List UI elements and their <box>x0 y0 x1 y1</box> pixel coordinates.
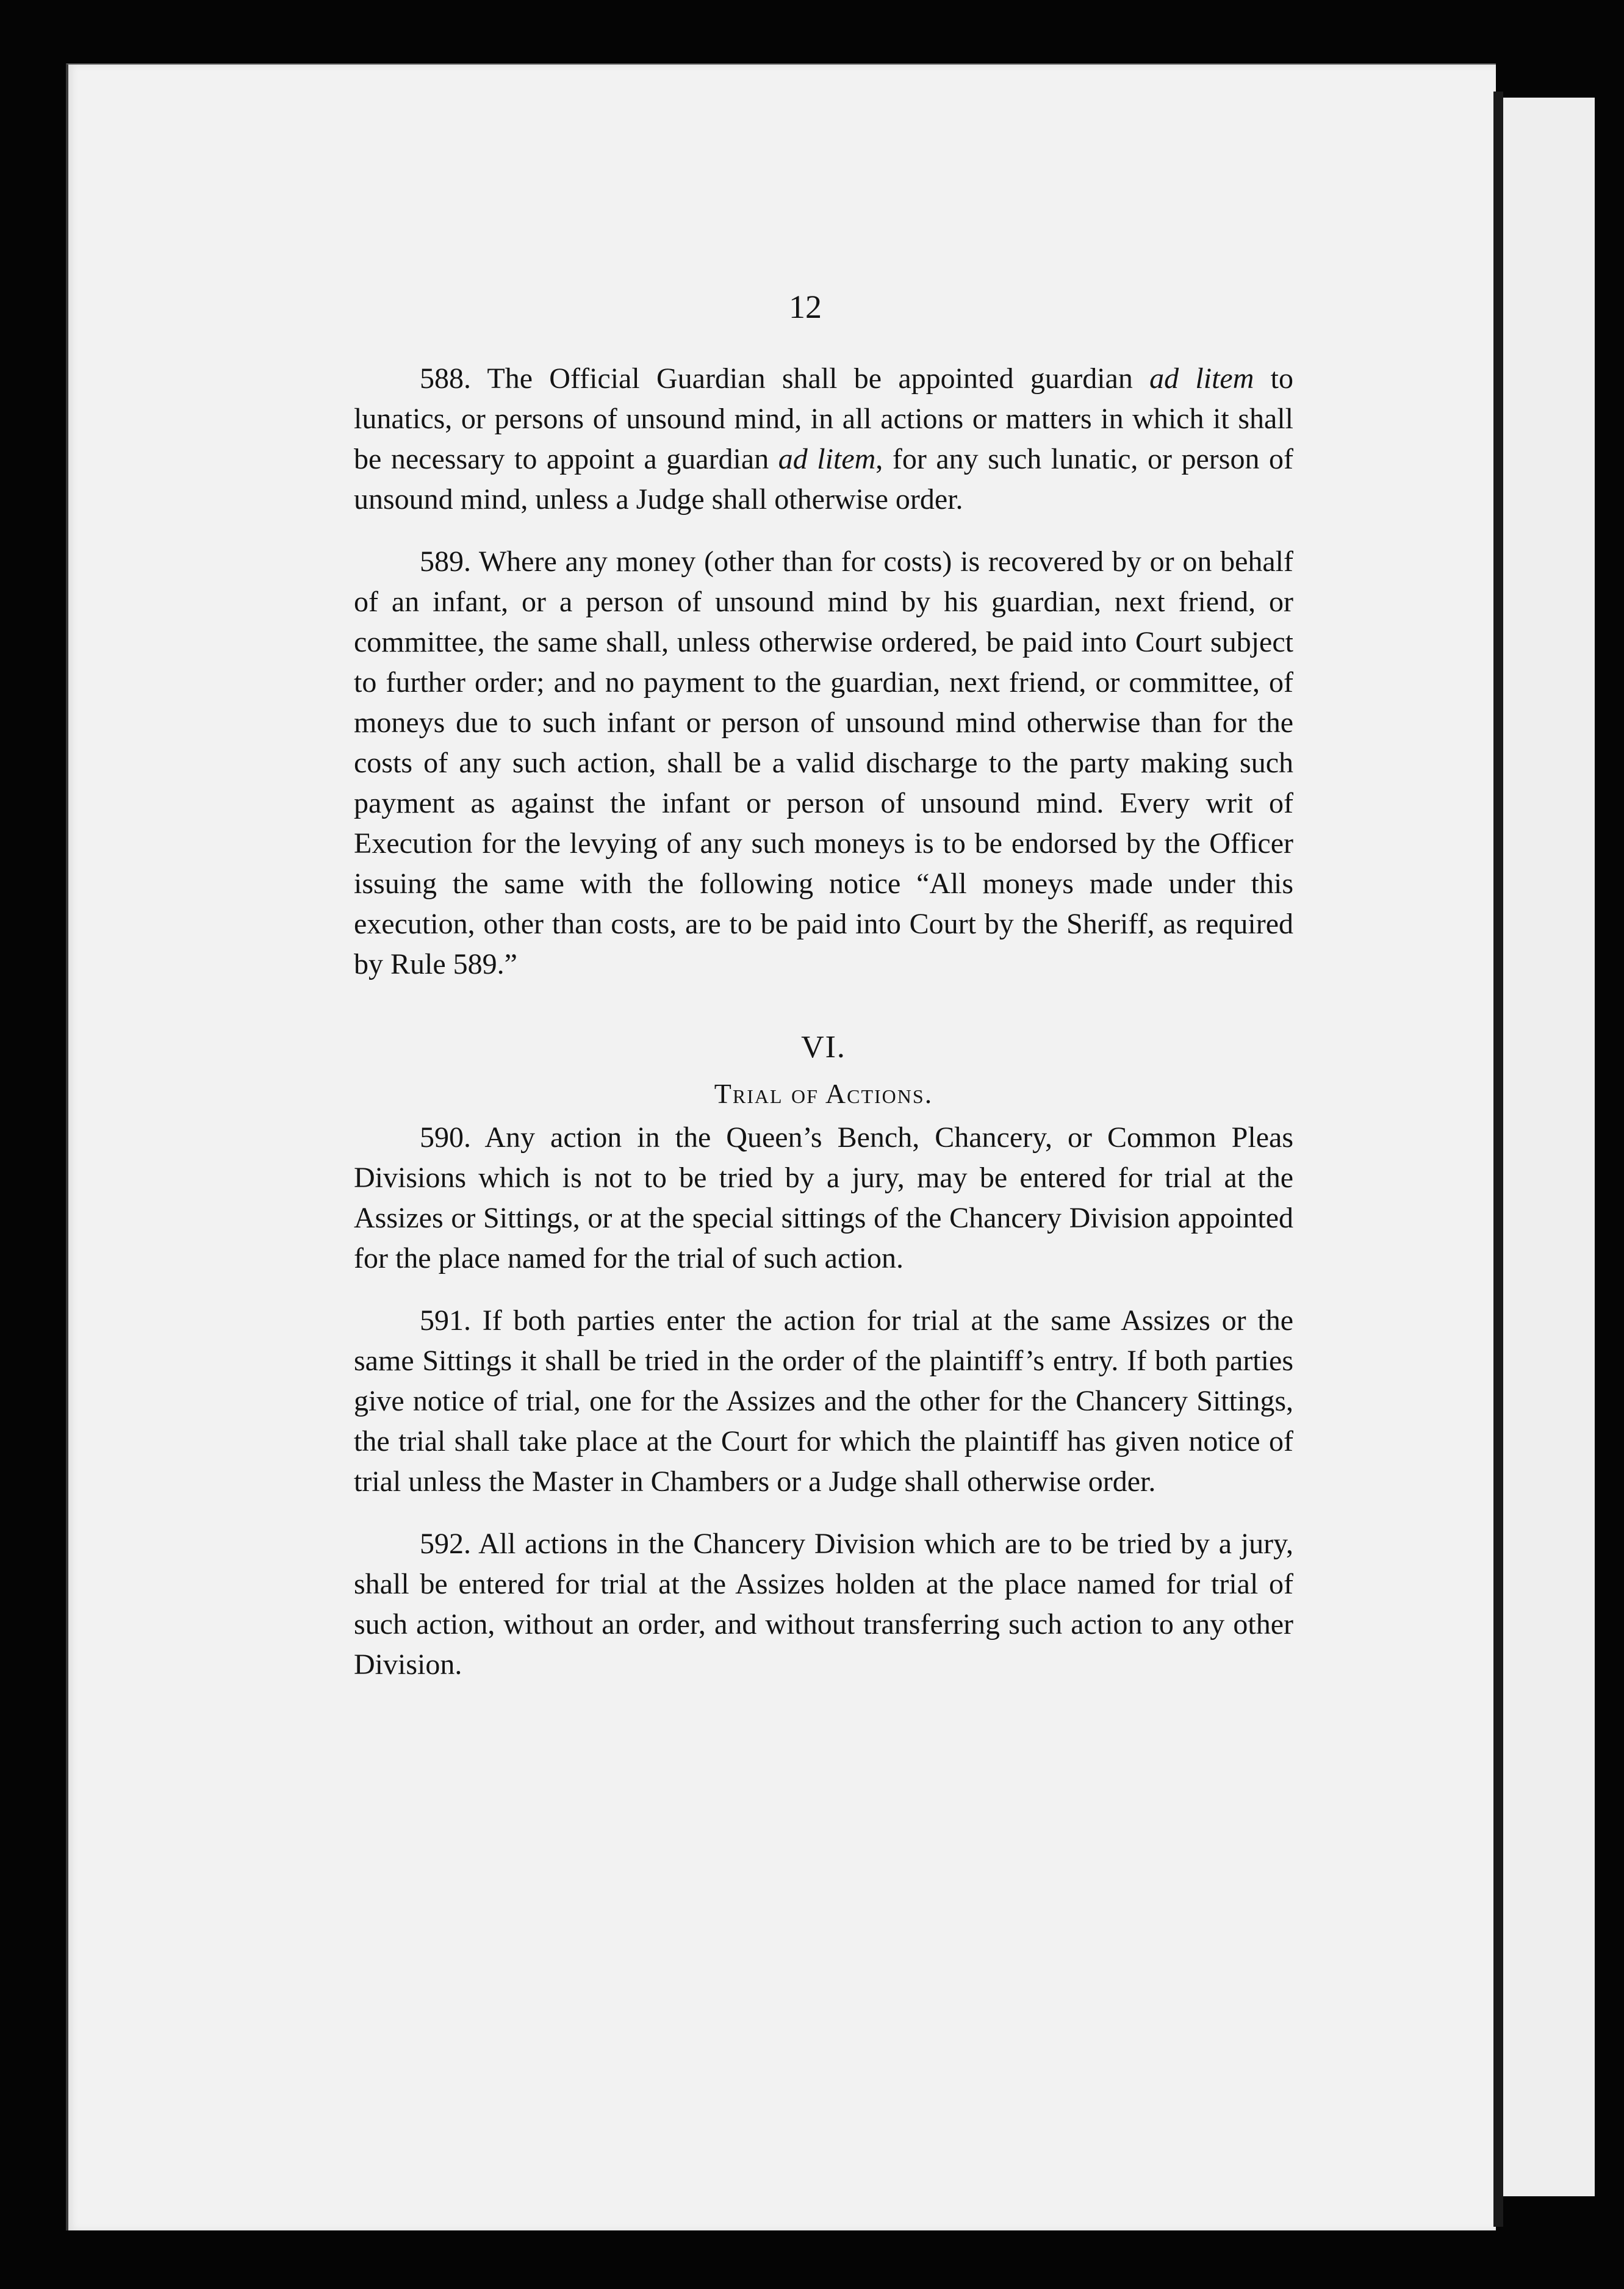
section-title: Trial of Actions. <box>714 1078 933 1109</box>
section-numeral: VI. <box>801 1030 846 1065</box>
rule-590: 590. Any action in the Queen’s Bench, Chancery, or Common Pleas Divisions which is not to be tried by a jury, may be entered for trial at the Assizes or Sittings, or at the special sittings of the Chancery Division appointed for the place named for the trial of such action. <box>354 1121 1293 1274</box>
rule-588-italic-1: ad litem <box>1149 362 1254 395</box>
rule-588-italic-2: ad litem <box>778 443 876 475</box>
rule-588-text-start: 588. The Official Guardian shall be appointed guardian <box>420 362 1150 395</box>
rule-589: 589. Where any money (other than for costs) is recovered by or on behalf of an infant, or a person of unsound mind by his guardian, next friend, or committee, the same shall, unless otherwise ordered, be paid into Court subject to further order; and no payment to the guardian, next friend, or committee, of moneys due to such infant or person of unsound mind otherwise than for the costs of any such action, shall be a valid discharge to the party making such payment as against the infant or person of unsound mind. Every writ of Execution for the levying of any such moneys is to be endorsed by the Officer issuing the same with the following notice “All moneys made under this execution, other than costs, are to be paid into Court by the Sheriff, as required by Rule 589.” <box>354 545 1293 980</box>
page-binding-edge <box>1493 92 1503 2227</box>
page-number: 12 <box>789 289 822 325</box>
page-text <box>354 287 1293 1707</box>
rule-588-text-middle: to lunatics, or persons of unsound mind, in all actions or matters in which it shall be necessary to appoint a guardian <box>354 362 1294 475</box>
adjacent-page-strip <box>1503 98 1595 2196</box>
rule-588 <box>354 359 1293 520</box>
rule-592: 592. All actions in the Chancery Division which are to be tried by a jury, shall be entered for trial at the Assizes holden at the place named for trial of such action, without an order, and without transferring such action to any other Division. <box>354 1528 1293 1681</box>
rule-588-text-end: , for any such lunatic, or person of unsound mind, unless a Judge shall otherwise order. <box>354 443 1293 516</box>
rule-591: 591. If both parties enter the action for trial at the same Assizes or the same Sittings it shall be tried in the order of the plaintiff’s entry. If both parties give notice of trial, one for the Assizes and the other for the Chancery Sittings, the trial shall take place at the Court for which the plaintiff has given notice of trial unless the Master in Chambers or a Judge shall otherwise order. <box>354 1304 1293 1498</box>
